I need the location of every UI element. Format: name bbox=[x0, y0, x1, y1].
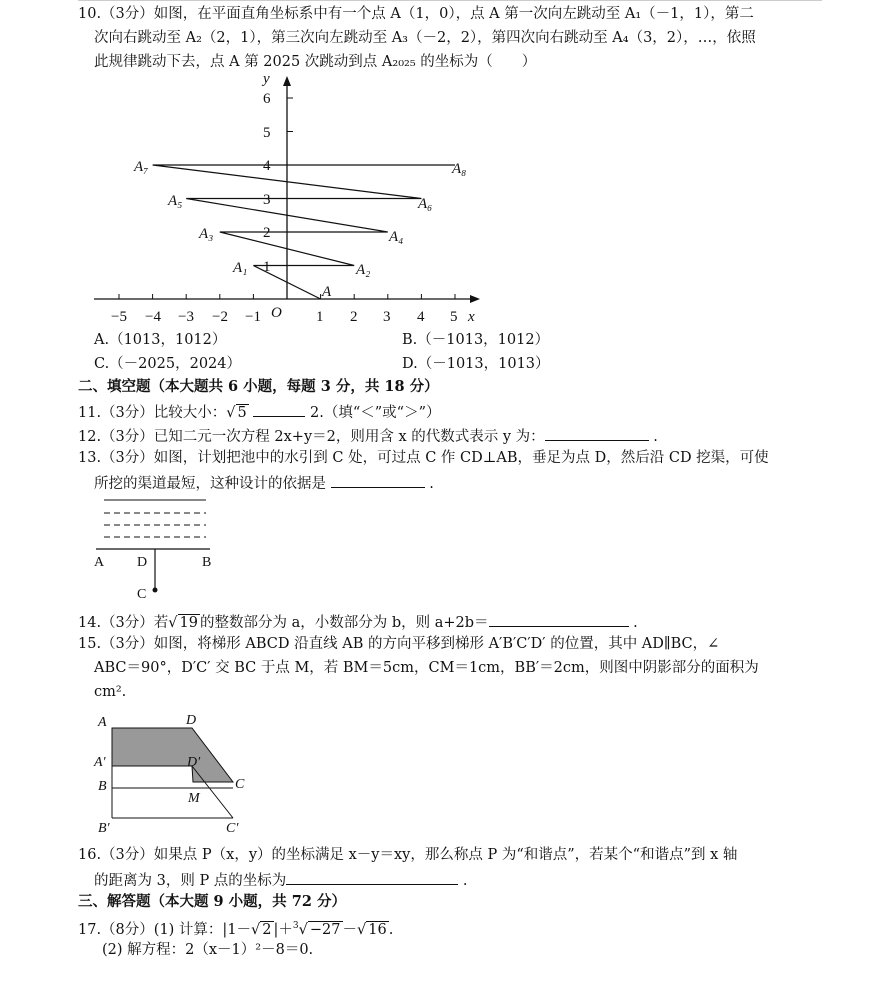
label-b: B bbox=[202, 555, 212, 570]
jump-path bbox=[153, 165, 455, 299]
q14-radicand: 19 bbox=[179, 615, 198, 631]
q11-pre: 11.（3分）比较大小： bbox=[78, 405, 227, 421]
y-axis-label: y bbox=[263, 71, 270, 87]
q13-line2: 所挖的渠道最短，这种设计的依据是 bbox=[94, 476, 326, 492]
point-label-a2: A₂ bbox=[356, 262, 371, 278]
q14-post: . bbox=[633, 615, 638, 631]
point-c-dot bbox=[153, 588, 158, 593]
q13-line1: 13.（3分）如图，计划把池中的水引到 C 处，可过点 C 作 CD⊥AB，垂足为点 D，然后沿 CD 挖渠，可使 bbox=[78, 450, 769, 466]
point-label-a8: A₈ bbox=[452, 161, 467, 177]
q17-part1-post: . bbox=[388, 921, 394, 938]
label-a: A bbox=[94, 555, 105, 570]
point-label-a1: A₁ bbox=[233, 260, 248, 276]
y-tick-label: 5 bbox=[263, 125, 271, 141]
label-c: C bbox=[137, 587, 147, 602]
origin-label: O bbox=[271, 305, 282, 321]
q12-post: . bbox=[653, 429, 658, 445]
point-label-a6: A₆ bbox=[418, 196, 433, 212]
y-tick-label: 1 bbox=[263, 259, 271, 275]
q13-line2-wrap bbox=[94, 472, 434, 494]
section2-heading: 二、填空题（本大题共 6 小题，每题 3 分，共 18 分） bbox=[78, 378, 439, 395]
q11-answer-blank[interactable] bbox=[253, 401, 305, 417]
y-tick-label: 6 bbox=[263, 91, 271, 107]
q10-line1: 10.（3分）如图，在平面直角坐标系中有一个点 A（1，0），点 A 第一次向左跳动至 A₁（－1，1），第二 bbox=[78, 6, 754, 22]
label-d: D bbox=[186, 713, 197, 728]
label-a-prime: A′ bbox=[94, 755, 106, 770]
q15-trapezoid-figure bbox=[92, 710, 262, 835]
label-d-prime: D′ bbox=[187, 755, 201, 770]
label-c-prime: C′ bbox=[226, 821, 239, 836]
q10-option-c[interactable]: C.（－2025，2024） bbox=[94, 356, 241, 372]
q17-line1: 17.（8分）(1) 计算：|1－√ 2 |＋$^3$√ −27 －√ 16 . bbox=[78, 921, 394, 938]
shaded-region bbox=[112, 728, 233, 782]
q14-answer-blank[interactable] bbox=[489, 611, 629, 627]
q10-option-b[interactable]: B.（－1013，1012） bbox=[402, 332, 550, 348]
q17-radicand-16: 16 bbox=[368, 921, 387, 938]
q10-option-d[interactable]: D.（－1013，1013） bbox=[402, 356, 550, 372]
q16-line2-wrap bbox=[94, 869, 468, 891]
top-rule bbox=[78, 0, 822, 1]
x-tick-label: 1 bbox=[316, 309, 324, 325]
q16-line1: 16.（3分）如果点 P（x，y）的坐标满足 x－y＝xy，那么称点 P 为“和谐点”，若某个“和谐点”到 x 轴 bbox=[78, 847, 738, 863]
q14-mid: 的整数部分为 a，小数部分为 b，则 a+2b＝ bbox=[200, 615, 489, 631]
q10-line2: 次向右跳动至 A₂（2，1），第三次向左跳动至 A₃（－2，2），第四次向右跳动至 A₄（3，2），…，依照 bbox=[94, 30, 756, 46]
label-b: B bbox=[98, 779, 107, 794]
q16-answer-blank[interactable] bbox=[286, 869, 458, 885]
q11: 11.（3分）比较大小：√ 5 2.（填“＜”或“＞”） bbox=[78, 401, 441, 423]
x-tick-label: −4 bbox=[145, 309, 161, 325]
x-tick-label: −3 bbox=[178, 309, 194, 325]
section3-heading: 三、解答题（本大题 9 小题，共 72 分） bbox=[78, 893, 346, 910]
x-tick-label: −2 bbox=[212, 309, 228, 325]
y-tick-label: 4 bbox=[263, 158, 271, 174]
q17-radicand-27: −27 bbox=[309, 921, 341, 938]
point-label-a5: A₅ bbox=[168, 193, 183, 209]
label-a: A bbox=[98, 715, 107, 730]
q10-line3: 此规律跳动下去，点 A 第 2025 次跳动到点 A₂₀₂₅ 的坐标为（ ） bbox=[94, 54, 537, 70]
x-tick-label: 5 bbox=[450, 309, 458, 325]
point-label-a4: A₄ bbox=[389, 229, 404, 245]
q13-canal-figure bbox=[92, 496, 222, 606]
q15-line1: 15.（3分）如图，将梯形 ABCD 沿直线 AB 的方向平移到梯形 A′B′C′D′ 的位置，其中 AD∥BC，∠ bbox=[78, 636, 720, 652]
q11-radicand: 5 bbox=[237, 405, 247, 421]
x-tick-label: 4 bbox=[417, 309, 425, 325]
q15-line2: ABC＝90°，D′C′ 交 BC 于点 M，若 BM＝5cm，CM＝1cm，BB′＝2cm，则图中阴影部分的面积为 bbox=[94, 660, 759, 676]
q14-pre: 14.（3分）若 bbox=[78, 615, 169, 631]
q17-part1-mid: |＋ bbox=[273, 921, 293, 938]
q10-coordinate-graph bbox=[90, 72, 490, 327]
q10-option-a[interactable]: A.（1013，1012） bbox=[94, 332, 227, 348]
x-axis-arrow bbox=[470, 295, 480, 303]
q17-part1-pre: 17.（8分）(1) 计算：|1－ bbox=[78, 921, 252, 938]
y-axis-arrow bbox=[283, 76, 291, 86]
q16-line2: 的距离为 3，则 P 点的坐标为 bbox=[94, 873, 287, 889]
x-tick-label: 2 bbox=[350, 309, 358, 325]
q11-post: 2.（填“＜”或“＞”） bbox=[310, 405, 441, 421]
q17-line2: (2) 解方程：2（x－1）²－8＝0. bbox=[102, 942, 314, 958]
x-tick-label: −5 bbox=[111, 309, 127, 325]
q15-line3: cm². bbox=[94, 684, 127, 700]
label-b-prime: B′ bbox=[98, 821, 110, 836]
q12-answer-blank[interactable] bbox=[545, 425, 649, 441]
q14: 14.（3分）若√ 19 的整数部分为 a，小数部分为 b，则 a+2b＝ . bbox=[78, 611, 638, 633]
label-m: M bbox=[188, 791, 200, 806]
q12 bbox=[78, 425, 658, 447]
q13-answer-blank[interactable] bbox=[331, 472, 425, 488]
q17-cube-index: 3 bbox=[292, 921, 299, 931]
y-tick-label: 3 bbox=[263, 192, 271, 208]
x-tick-label: −1 bbox=[245, 309, 261, 325]
q17-minus: － bbox=[342, 921, 358, 938]
q12-pre: 12.（3分）已知二元一次方程 2x+y＝2，则用含 x 的代数式表示 y 为： bbox=[78, 429, 545, 445]
point-label-a7: A₇ bbox=[134, 159, 149, 175]
label-c: C bbox=[235, 777, 245, 792]
label-d: D bbox=[137, 555, 148, 570]
x-axis-label: x bbox=[468, 309, 475, 325]
q13-post: . bbox=[429, 476, 434, 492]
q16-post: . bbox=[462, 873, 468, 889]
x-tick-label: 3 bbox=[383, 309, 391, 325]
point-label-a3: A₃ bbox=[199, 226, 214, 242]
q17-radicand-2: 2 bbox=[262, 921, 272, 938]
y-tick-label: 2 bbox=[263, 225, 271, 241]
point-label-a: A bbox=[322, 284, 332, 300]
